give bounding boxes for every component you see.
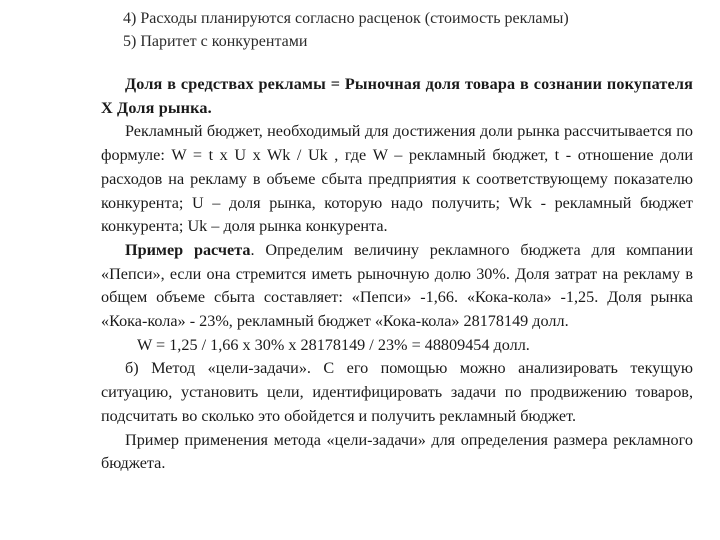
calculation-line: W = 1,25 / 1,66 x 30% x 28178149 / 23% = 48809454 долл. [137, 335, 530, 354]
list-item-5: 5) Паритет с конкурентами [123, 33, 308, 50]
body-text [101, 73, 693, 476]
slide-page [101, 8, 693, 476]
budget-formula-paragraph: Рекламный бюджет, необходимый для достижения доли рынка рассчитывается по формуле: W = t x U x Wk / Uk , где W – рекламный бюджет, t - отношение доли расходов на рекламу в объеме сбыта предприятия к соответствующему показателю конкурента; U – доля рынка, которую надо получить; Wk - рекламный бюджет конкурента; Uk – доля рынка конкурента. [101, 122, 693, 236]
example-paragraph [101, 239, 693, 334]
example-label: Пример расчета [125, 240, 251, 259]
list-item-4: 4) Расходы планируются согласно расценок (стоимость рекламы) [123, 10, 569, 27]
share-formula: Доля в средствах рекламы = Рыночная доля товара в сознании покупателя Х Доля рынка. [101, 75, 693, 117]
method-example-paragraph: Пример применения метода «цели-задачи» для определения размера рекламного бюджета. [101, 430, 693, 473]
method-paragraph: б) Метод «цели-задачи». С его помощью можно анализировать текущую ситуацию, установить цели, идентифицировать задачи по продвижению товаров, подсчитать во сколько это обойдется и получить рекламный бюджет. [101, 359, 693, 425]
example-text: . Определим величину рекламного бюджета для компании «Пепси», если она стремится иметь рыночную долю 30%. Доля затрат на рекламу в общем объеме сбыта составляет: «Пепси» -1,66. «Кока-кола» -1,25. Доля рынка «Кока-кола» - 23%, рекламный бюджет «Кока-кола» 28178149 долл. [101, 240, 693, 331]
